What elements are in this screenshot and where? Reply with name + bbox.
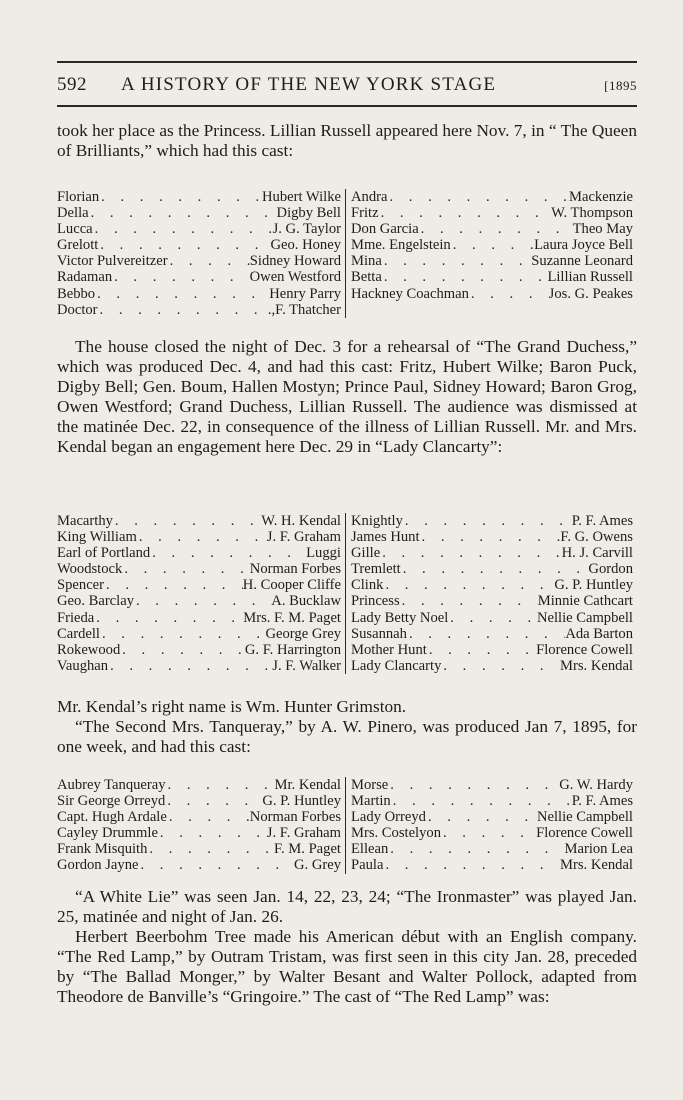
cast-role: Radaman [57,269,113,286]
cast-actor: Ada Barton [565,625,633,642]
cast-row [351,545,633,561]
cast-actor: Digby Bell [276,205,341,222]
cast-role: Earl of Portland [57,545,151,562]
cast-actor: Mrs. Kendal [560,657,633,674]
cast-actor: G. W. Hardy [559,777,633,793]
cast-row [57,286,341,302]
cast-role: Spencer [57,577,105,594]
cast-actor: Norman Forbes [249,809,341,826]
cast-role: Geo. Barclay [57,593,134,610]
cast-row [57,253,341,269]
dot-leader [138,857,294,873]
dot-leader [150,545,306,561]
dot-leader [93,221,273,237]
dot-leader [113,513,261,529]
dot-leader [388,841,564,857]
cast-role: Doctor [57,301,98,318]
cast-row [351,529,633,545]
dot-leader [427,642,536,658]
cast-actor: J. F. Graham [266,529,341,546]
dot-leader [387,189,569,205]
dot-leader [147,841,274,857]
cast-role: Woodstock [57,561,123,578]
cast-actor: P. F. Ames [571,513,633,529]
cast-row [57,302,341,318]
cast-column-right [346,513,633,674]
cast-actor: Owen Westford [249,269,341,286]
dot-leader [99,189,262,205]
cast-role: Martin [351,793,391,810]
paragraph-red-lamp [57,887,637,1007]
paragraph-grand-duchess [57,337,637,457]
dot-leader [400,593,538,609]
cast-role: Rokewood [57,641,121,658]
cast-row [57,221,341,237]
cast-actor: Florence Cowell [536,641,633,658]
cast-row [351,221,633,237]
dot-leader [383,577,554,593]
cast-role: Lady Orreyd [351,809,426,826]
dot-leader [441,825,536,841]
dot-leader [104,577,243,593]
cast-actor: Minnie Cathcart [537,593,633,610]
cast-role: Hackney Coachman [351,285,469,302]
cast-role: Gordon Jayne [57,857,139,874]
running-title: A HISTORY OF THE NEW YORK STAGE [121,74,497,95]
cast-row [351,577,633,593]
dot-leader [407,626,565,642]
cast-actor: Theo May [572,221,633,238]
cast-role: Susannah [351,625,407,642]
cast-actor: Nellie Campbell [536,609,633,626]
cast-actor: Marion Lea [564,841,633,858]
dot-leader [382,253,531,269]
dot-leader [448,610,537,626]
cast-actor: H. J. Carvill [561,545,633,562]
cast-role: Clink [351,577,384,594]
cast-role: Lucca [57,221,93,238]
cast-role: Paula [351,857,384,874]
cast-row [351,809,633,825]
cast-actor: Hubert Wilke [262,189,341,205]
cast-actor: Lillian Russell [547,269,633,286]
cast-role: Fritz [351,205,379,222]
dot-leader [89,205,277,221]
cast-row [351,642,633,658]
cast-row [57,269,341,285]
cast-role: Mme. Engelstein [351,237,451,254]
cast-row [351,286,633,302]
cast-row [351,561,633,577]
cast-actor: Suzanne Leonard [531,253,633,270]
cast-role: Mother Hunt [351,641,427,658]
cast-role: Grelott [57,237,99,254]
paragraph-text: took her place as the Princess. Lillian Russell appeared here Nov. 7, in “ The Queen of Brilliants,” which had this cast: [57,121,637,160]
dot-leader [426,809,537,825]
cast-actor: Henry Parry [269,285,341,302]
dot-leader [391,793,572,809]
cast-row [351,841,633,857]
cast-role: Mrs. Costelyon [351,825,441,842]
dot-leader [137,529,267,545]
header-year: [1895 [604,78,637,93]
cast-column-left [57,189,346,318]
cast-actor: Laura Joyce Bell [534,237,633,254]
cast-actor: W. Thompson [551,205,633,222]
cast-role: Andra [351,189,388,205]
cast-role: Frank Misquith [57,841,148,858]
cast-role: Ellean [351,841,389,858]
cast-row [351,269,633,285]
dot-leader [98,237,270,253]
dot-leader [388,777,559,793]
cast-role: Florian [57,189,100,205]
dot-leader [469,286,549,302]
dot-leader [98,302,268,318]
cast-actor: Sidney Howard [249,253,341,270]
dot-leader [122,561,249,577]
cast-row [351,825,633,841]
cast-actor: G. Grey [293,857,341,874]
cast-role: Della [57,205,89,222]
cast-actor: A. Bucklaw [271,593,341,610]
cast-actor: G. F. Harrington [244,641,341,658]
cast-actor: Mr. Kendal [274,777,341,793]
header-bottom-rule [57,105,637,107]
cast-row [351,857,633,873]
header-top-rule [57,61,637,63]
cast-row [57,642,341,658]
cast-row [57,777,341,793]
cast-role: Cayley Drummle [57,825,158,842]
paragraph-text: “The Second Mrs. Tanqueray,” by A. W. Pinero, was produced Jan 7, 1895, for one week, and had this cast: [57,717,637,756]
cast-column-right [346,777,633,874]
cast-role: Bebbo [57,285,96,302]
cast-actor: Geo. Honey [270,237,341,254]
cast-actor: G. P. Huntley [262,793,341,810]
dot-leader [451,237,534,253]
cast-row [351,237,633,253]
cast-role: Princess [351,593,400,610]
cast-row [351,189,633,205]
cast-role: Tremlett [351,561,401,578]
cast-actor: George Grey [265,625,341,642]
cast-row [351,610,633,626]
cast-actor: P. F. Ames [571,793,633,810]
cast-row [351,253,633,269]
cast-actor: Florence Cowell [536,825,633,842]
dot-leader [401,561,589,577]
cast-row [351,593,633,609]
cast-row [57,658,341,674]
cast-row [351,658,633,674]
cast-actor: G. P. Huntley [554,577,633,594]
dot-leader [166,777,275,793]
paragraph-tanqueray [57,697,637,757]
cast-actor: J. F. Graham [266,825,341,842]
cast-role: James Hunt [351,529,420,546]
cast-role: King William [57,529,137,546]
cast-list-lady-clancarty [57,513,637,674]
cast-row [351,513,633,529]
cast-actor: J. F. Walker [272,657,341,674]
cast-column-left [57,777,346,874]
cast-row [57,205,341,221]
dot-leader [94,610,243,626]
cast-role: Lady Betty Noel [351,609,449,626]
cast-row [351,205,633,221]
cast-actor: .,F. Thatcher [267,301,341,318]
cast-row [57,841,341,857]
paragraph-text: “A White Lie” was seen Jan. 14, 22, 23, 24; “The Ironmaster” was played Jan. 25, matinée and night of Jan. 26. [57,887,637,926]
cast-row [57,561,341,577]
dot-leader [403,513,572,529]
dot-leader [158,825,267,841]
cast-actor: Jos. G. Peakes [548,285,633,302]
dot-leader [168,253,250,269]
cast-role: Knightly [351,513,403,529]
cast-list-queen-of-brilliants [57,189,637,318]
dot-leader [420,529,561,545]
paragraph-text: Mr. Kendal’s right name is Wm. Hunter Grimston. [57,697,407,716]
cast-role: Vaughan [57,657,109,674]
cast-row [57,626,341,642]
cast-role: Victor Pulvereitzer [57,253,168,270]
cast-row [57,577,341,593]
dot-leader [112,269,250,285]
cast-row [57,610,341,626]
cast-role: Sir George Orreyd [57,793,166,810]
cast-row [57,857,341,873]
cast-row [57,809,341,825]
dot-leader [379,205,552,221]
cast-actor: J. G. Taylor [272,221,341,238]
dot-leader [165,793,262,809]
dot-leader [441,658,560,674]
cast-role: Morse [351,777,389,793]
cast-actor: Luggi [306,545,341,562]
dot-leader [419,221,573,237]
cast-actor: Nellie Campbell [536,809,633,826]
dot-leader [167,809,250,825]
dot-leader [95,286,269,302]
cast-column-right [346,189,633,318]
cast-role: Lady Clancarty [351,657,442,674]
cast-role: Don Garcia [351,221,419,238]
cast-row [57,593,341,609]
cast-role: Macarthy [57,513,113,529]
dot-leader [108,658,272,674]
cast-role: Betta [351,269,382,286]
cast-actor: Mrs. F. M. Paget [243,609,341,626]
cast-row [57,513,341,529]
cast-list-second-mrs-tanqueray [57,777,637,874]
cast-row [57,825,341,841]
dot-leader [120,642,245,658]
cast-actor: F. G. Owens [560,529,633,546]
cast-row [57,529,341,545]
cast-role: Aubrey Tanqueray [57,777,166,793]
cast-row [351,777,633,793]
cast-actor: H. Cooper Cliffe [242,577,341,594]
cast-actor: Gordon [588,561,633,578]
cast-actor: W. H. Kendal [261,513,341,529]
cast-row [351,793,633,809]
cast-actor: Norman Forbes [249,561,341,578]
cast-row [57,189,341,205]
paragraph-text: The house closed the night of Dec. 3 for a rehearsal of “The Grand Duchess,” which was produced Dec. 4, and had this cast: Fritz, Hubert Wilke; Baron Puck, Digby Bell; Gen. Boum, Hallen Mostyn; Prince Paul, Sidney Howard; Baron Grog, Owen Westford; Grand Duchess, Lillian Russell. The audience was dismissed at the matinée Dec. 22, in consequence of the illness of Lillian Russell. Mr. and Mrs. Kendal began an engagement here Dec. 29 in “Lady Clancarty”: [57,337,637,456]
cast-actor: F. M. Paget [274,841,341,858]
dot-leader [380,545,561,561]
dot-leader [134,593,271,609]
running-header [57,74,637,100]
cast-row [351,626,633,642]
cast-role: Gille [351,545,381,562]
paragraph-text: Herbert Beerbohm Tree made his American début with an English company. “The Red Lamp,” by Outram Tristam, was first seen in this city Jan. 28, preceded by “The Ballad Monger,” by Walter Besant and Walter Pollock, adapted from Theodore de Banville’s “Gringoire.” The cast of “The Red Lamp” was: [57,927,637,1006]
cast-row [57,237,341,253]
dot-leader [382,269,548,285]
cast-role: Cardell [57,625,100,642]
cast-actor: Mrs. Kendal [560,857,633,874]
cast-column-left [57,513,346,674]
cast-role: Mina [351,253,382,270]
cast-row [57,793,341,809]
cast-role: Frieda [57,609,95,626]
cast-row [57,545,341,561]
paragraph-queen-of-brilliants [57,121,637,161]
cast-actor: Mackenzie [568,189,633,205]
dot-leader [100,626,266,642]
dot-leader [383,857,560,873]
cast-role: Capt. Hugh Ardale [57,809,167,826]
page-number: 592 [57,74,87,95]
